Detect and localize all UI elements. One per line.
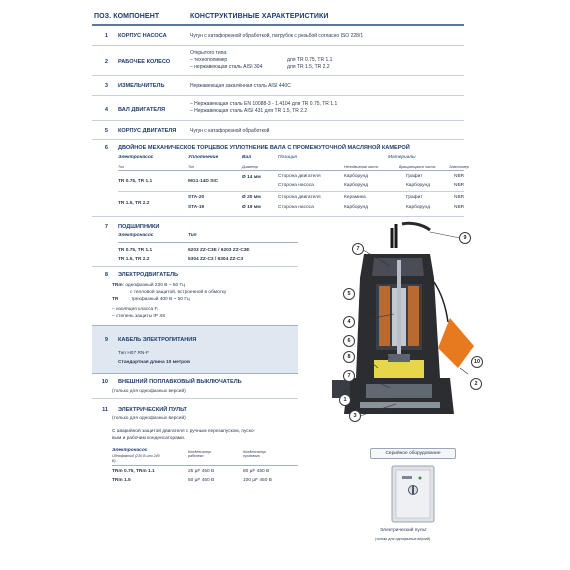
row-4-name: ВАЛ ДВИГАТЕЛЯ (118, 107, 166, 113)
callout-7: 7 (352, 243, 364, 255)
seal-sub-type2: Тип (188, 165, 195, 169)
panel-row-2-start: 100 μF 450 B (243, 478, 272, 483)
row-10-name: ВНЕШНИЙ ПОПЛАВКОВЫЙ ВЫКЛЮЧАТЕЛЬ (118, 379, 242, 385)
row-1-number: 1 (104, 33, 108, 39)
row-5-number: 5 (104, 128, 108, 134)
cable-type: Тип H07 RN-F (118, 351, 149, 356)
cable-length: Стандартная длина 10 метров (118, 360, 190, 365)
motor-thermal: с тепловой защитой, встроенной в обмотку (130, 290, 227, 295)
seal-row-1-rot: Графит (406, 174, 423, 179)
serial-caption-note: (только для однофазных версий) (375, 537, 431, 541)
panel-row-1-run: 25 μF 450 B (188, 469, 215, 474)
row-3-desc: Нержавеющая закалённая сталь AISI 440C (190, 83, 291, 89)
divider (92, 216, 464, 217)
seal-sub-diameter: Диаметр (242, 165, 258, 169)
row-5-name: КОРПУС ДВИГАТЕЛЯ (118, 128, 177, 134)
row-9-name: КАБЕЛЬ ЭЛЕКТРОПИТАНИЯ (118, 337, 197, 343)
seal-head-position: Позиция (278, 155, 297, 160)
serial-caption: Электрический пульт (380, 528, 427, 533)
row-1-name: КОРПУС НАСОСА (118, 33, 167, 39)
seal-head-shaft: Вал (242, 155, 252, 160)
callout-4: 4 (343, 316, 355, 328)
row-4-number: 4 (104, 107, 108, 113)
panel-row-1-start: 80 μF 450 B (243, 469, 270, 474)
control-panel-image (390, 464, 436, 524)
divider (92, 75, 464, 76)
callout-10: 10 (471, 356, 483, 368)
row-11-number: 11 (102, 407, 108, 413)
panel-row-1-pump: TRm 0.75, TRm 1.1 (112, 469, 155, 474)
row-4-line-2: – Нержавеющая сталь AISI 431 для TR 1.5, TR 2.2 (190, 108, 308, 114)
row-3-name: ИЗМЕЛЬЧИТЕЛЬ (118, 83, 165, 89)
panel-head-pump-sub: Однофазный (230 В или 240 В) (112, 454, 160, 463)
seal-sub-rotating: Вращающаяся часть (399, 165, 436, 169)
row-6-name: ДВОЙНОЕ МЕХАНИЧЕСКОЕ ТОРЦЕВОЕ УПЛОТНЕНИЕ ВАЛА С ПРОМЕЖУТОЧНОЙ МАСЛЯНОЙ КАМЕРОЙ (118, 145, 410, 151)
row-2-right-1: для TR 0.75, TR 1.1 (287, 57, 333, 63)
divider (92, 325, 298, 326)
divider (92, 266, 298, 267)
row-1-desc: Чугун с катафорезной обработкой, патрубок с резьбой согласно ISO 228/1 (190, 33, 364, 39)
panel-head-pump: Электронасос (112, 448, 148, 453)
seal-sub-elastomer: Эластомер (449, 165, 469, 169)
row-9-number: 9 (104, 337, 108, 343)
seal-row-3-pump: TR 1.5, TR 2.2 (118, 201, 150, 206)
seal-row-3-fixed: Керамика (344, 195, 366, 200)
callout-3: 3 (349, 410, 361, 422)
callout-5: 5 (343, 288, 355, 300)
seal-sub-type: Тип (118, 165, 125, 169)
panel-row-2-run: 50 μF 450 B (188, 478, 215, 483)
seal-row-4-pos: Сторона насоса (278, 205, 314, 210)
motor-single-phase: : однофазный 230 В ~ 50 Гц (122, 283, 185, 288)
row-2-name: РАБОЧЕЕ КОЛЕСО (118, 59, 171, 65)
row-2-line-3: – нержавеющая сталь AISI 304 (190, 64, 263, 70)
seal-row-4-shaft: Ø 19 мм (242, 205, 261, 210)
bearings-row-1-pump: TR 0.75, TR 1.1 (118, 248, 153, 253)
row-6-number: 6 (104, 145, 108, 151)
row-2-number: 2 (104, 59, 108, 65)
header-position-component: ПОЗ. КОМПОНЕНТ (94, 13, 160, 20)
panel-head-cap-start: Конденсатор (243, 450, 266, 454)
bearings-head-type: Тип (188, 233, 197, 238)
bearings-divider (118, 242, 298, 243)
seal-row-3-elast: NBR (454, 195, 465, 200)
divider (92, 120, 464, 121)
seal-row-4-rot: Карборунд (406, 205, 431, 210)
row-11-note: (только для однофазных версий) (112, 416, 186, 421)
callout-1: 1 (339, 394, 351, 406)
seal-row-2-fixed: Карборунд (344, 183, 369, 188)
header-divider (92, 24, 464, 26)
seal-divider (118, 170, 464, 171)
seal-divider (118, 191, 464, 192)
callout-8: 8 (343, 351, 355, 363)
motor-three-phase: : трехфазный 400 В ~ 50 Гц (128, 297, 190, 302)
row-2-line-1: Открытого типа: (190, 50, 228, 56)
row-3-number: 3 (104, 83, 108, 89)
seal-row-1-elast: NBR (454, 174, 465, 179)
panel-head-cap-start-sub: пускового (243, 454, 260, 458)
seal-head-pump: Электронасос (118, 155, 154, 160)
bearings-head-pump: Электронасос (118, 233, 154, 238)
serial-equipment-label: Серийное оборудование (370, 448, 456, 459)
row-2-line-2: – технополимер (190, 57, 228, 63)
callout-9: 9 (459, 232, 471, 244)
divider (92, 398, 298, 399)
seal-row-1-shaft: Ø 14 мм (242, 175, 261, 180)
row-2-right-2: для TR 1.5, TR 2.2 (287, 64, 330, 70)
row-4-line-1: – Нержавеющая сталь EN 10088-3 - 1.4104 для TR 0.75, TR 1.1 (190, 101, 338, 107)
seal-row-3-pos: Сторона двигателя (278, 195, 321, 200)
seal-row-3-rot: Графит (406, 195, 423, 200)
row-10-note: (только для однофазных версий) (112, 389, 186, 394)
divider (92, 139, 464, 140)
seal-row-1-fixed: Карборунд (344, 174, 369, 179)
motor-ip: – степень защиты IP X8 (112, 314, 166, 319)
row-8-number: 8 (104, 272, 108, 278)
row-5-desc: Чугун с катафорезной обработкой (190, 128, 270, 134)
seal-row-3-shaft: Ø 20 мм (242, 195, 261, 200)
callout-6: 6 (343, 335, 355, 347)
motor-trm: TRm (112, 283, 123, 288)
panel-row-2-pump: TRm 1.5 (112, 478, 131, 483)
seal-row-2-pos: Сторона насоса (278, 183, 314, 188)
seal-row-3-seal: STA-20 (188, 195, 205, 200)
seal-row-1-pump: TR 0.75, TR 1.1 (118, 179, 153, 184)
seal-row-4-fixed: Карборунд (344, 205, 369, 210)
divider (92, 95, 464, 96)
bearings-row-2-type: 5304 ZZ-C3 / 6304 ZZ-C3 (188, 257, 244, 262)
seal-row-2-rot: Карборунд (406, 183, 431, 188)
row-10-number: 10 (101, 379, 108, 385)
panel-head-cap-run-sub: рабочего (188, 454, 204, 458)
seal-head-materials: Материалы (388, 155, 416, 160)
bearings-row-2-pump: TR 1.5, TR 2.2 (118, 257, 150, 262)
motor-insulation: – изоляция класса F, (112, 307, 159, 312)
panel-desc-2: вым и рабочим конденсаторами. (112, 436, 186, 441)
row-7-number: 7 (104, 224, 108, 230)
panel-head-cap-run: Конденсатор (188, 450, 211, 454)
seal-row-1-seal: MG1-14D SIC (188, 179, 219, 184)
seal-row-4-elast: NBR (454, 205, 465, 210)
divider (92, 373, 298, 374)
panel-divider (112, 465, 298, 466)
seal-sub-fixed: Неподвижная часть (344, 165, 379, 169)
callout-2: 2 (470, 378, 482, 390)
row-11-name: ЭЛЕКТРИЧЕСКИЙ ПУЛЬТ (118, 407, 187, 413)
seal-row-4-seal: STA-19 (188, 205, 205, 210)
row-7-name: ПОДШИПНИКИ (118, 224, 160, 230)
motor-tr: TR (112, 297, 119, 302)
seal-row-1-pos: Сторона двигателя (278, 174, 321, 179)
callout-7-lower: 7 (343, 370, 355, 382)
seal-row-2-elast: NBR (454, 183, 465, 188)
seal-head-seal: Уплотнение (188, 155, 219, 160)
divider (92, 45, 464, 46)
bearings-row-1-type: 6203 ZZ-C3E / 6203 ZZ-C3E (188, 248, 250, 253)
row-8-name: ЭЛЕКТРОДВИГАТЕЛЬ (118, 272, 179, 278)
header-characteristics: КОНСТРУКТИВНЫЕ ХАРАКТЕРИСТИКИ (190, 13, 329, 20)
panel-desc-1: С аварийной защитой двигателя с ручным перезапуском, пуско- (112, 429, 256, 434)
